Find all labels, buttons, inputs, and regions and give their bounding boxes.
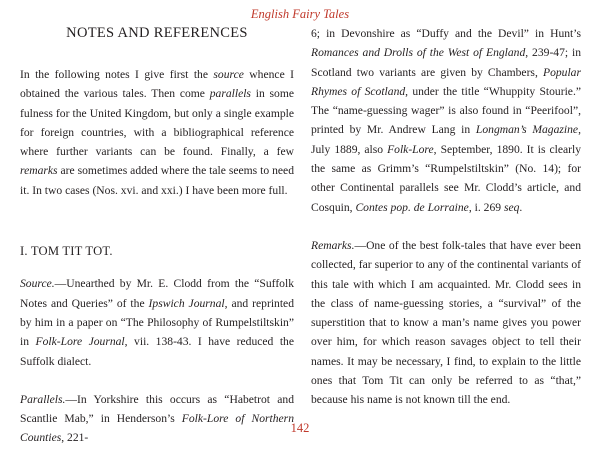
intro-paragraph: In the following notes I give first the source whence I obtained the various tales. Then come parallels in some fulness for the United Kingdom, but only a single example for foreign countries, with a bibliographical reference where further variants can be found. Finally, a few remarks are sometimes added where the tale seems to need it. In two cases (Nos. xvi. and xxi.) I have been more full. (20, 68, 294, 197)
source-paragraph: Source.—Unearthed by Mr. E. Clodd from the “Suffolk Notes and Queries” of the Ipswich Journal, and reprinted by him in a paper on “The Philosophy of Rumpelstiltskin” in Folk-Lore Journal, vii. 138-43. I have reduced the Suffolk dialect. (20, 277, 294, 368)
remarks-paragraph: Remarks.—One of the best folk-tales that have ever been collected, far superior to any of the continental variants of this tale with which I am acquainted. Mr. Clodd sees in the class of name-guessing stories, a “survival” of the superstition that to know a man’s name gives you power over him, for which reason savages object to tell their names. It may be necessary, I find, to explain to the little ones that Tom Tit can only be referred to as “that,” because his name is not known till the end. (311, 238, 581, 407)
parallels-paragraph: Parallels.—In Yorkshire this occurs as “Habetrot and Scantlie Mab,” in Henderson’s Folk-Lore of Northern Counties, 221- (20, 392, 294, 445)
page-number: 142 (290, 421, 310, 435)
right-column (311, 24, 581, 410)
parallels-continuation: 6; in Devonshire as “Duffy and the Devil” in Hunt’s Romances and Drolls of the West of England, 239-47; in Scotland two variants are given by Chambers, Popular Rhymes of Scotland, under the title “Whuppity Stourie.” The “name-guessing wager” is also found in “Peerifool”, printed by Mr. Andrew Lang in Longman’s Magazine, July 1889, also Folk-Lore, September, 1890. It is clearly the same as Grimm’s “Rumpelstiltskin” (No. 14); for other Continental parallels see Mr. Clodd’s article, and Cosquin, Contes pop. de Lorraine, i. 269 seq. (311, 27, 581, 214)
page-title: NOTES AND REFERENCES (66, 25, 248, 41)
left-column (20, 24, 294, 448)
running-header: English Fairy Tales (250, 7, 350, 21)
section-heading: I. TOM TIT TOT. (20, 244, 113, 259)
